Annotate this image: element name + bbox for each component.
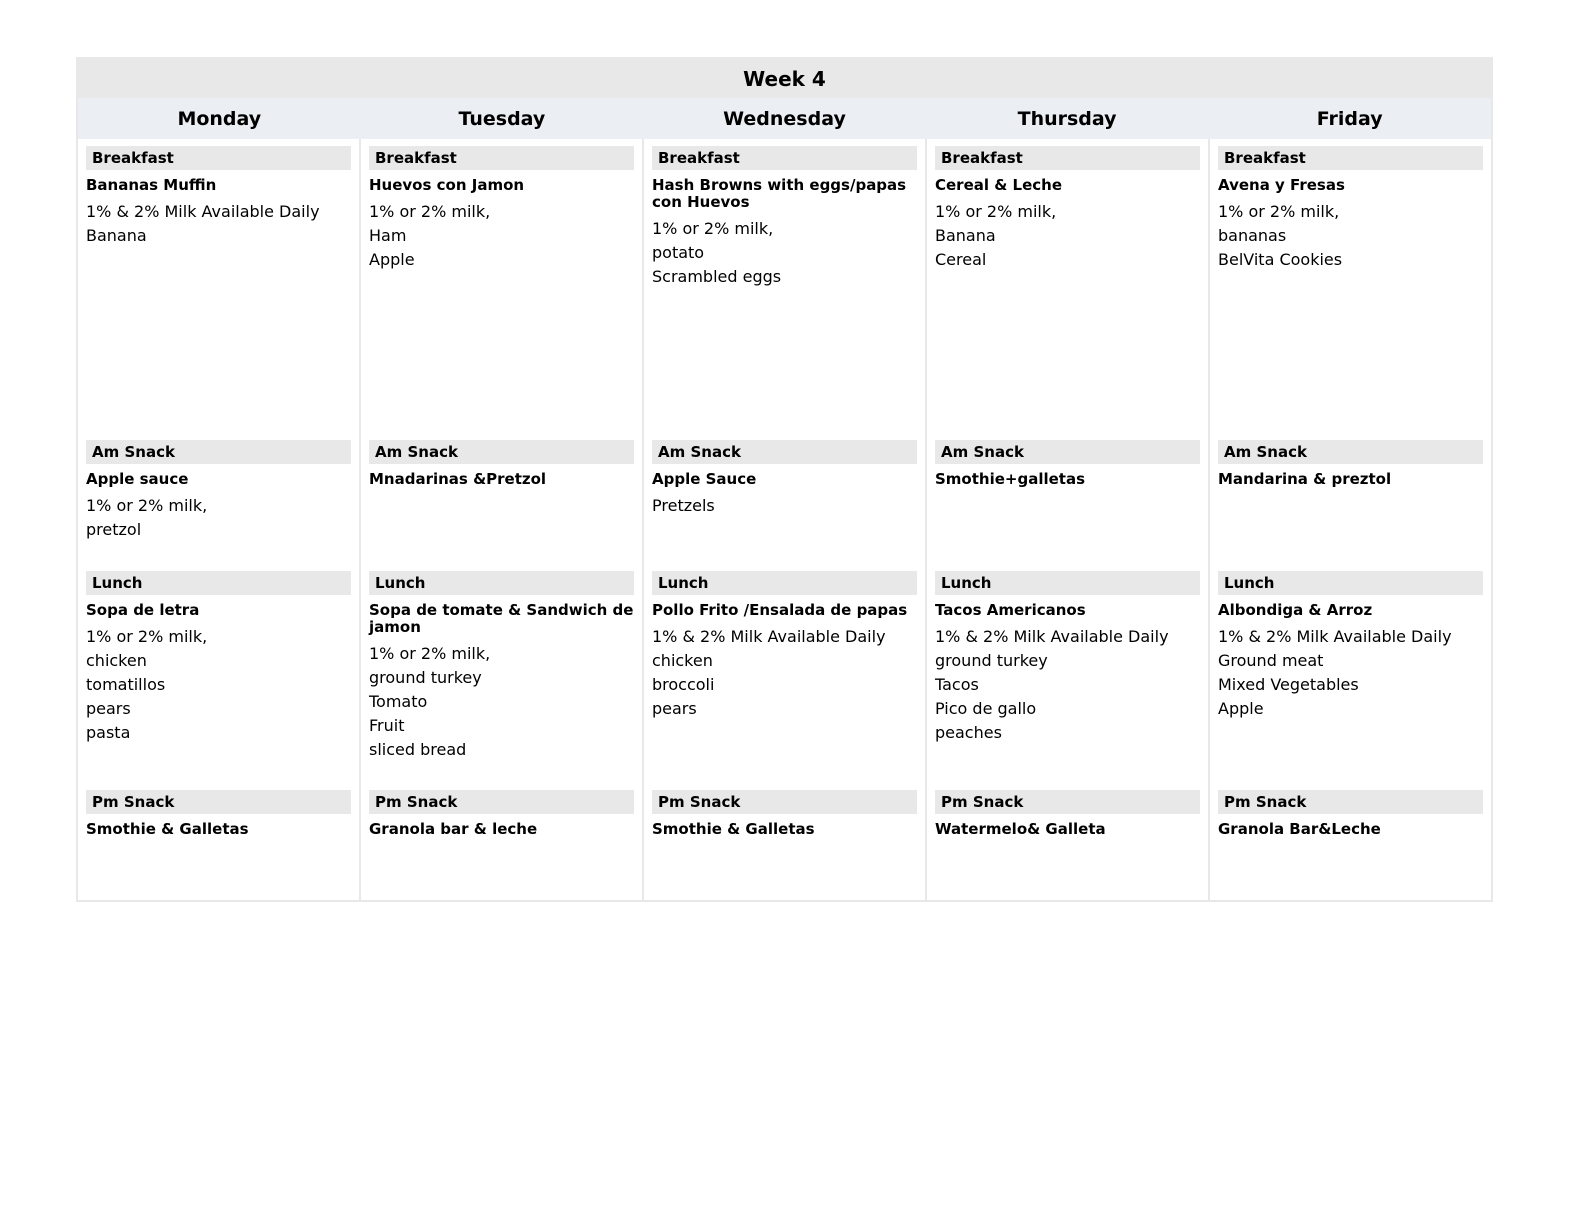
pm-snack-cell-thursday — [925, 783, 1208, 900]
pm-snack-cell-friday — [1208, 783, 1491, 900]
menu-item-list — [652, 217, 917, 289]
menu-item: pears — [652, 699, 697, 718]
menu-item: Ground meat — [1218, 651, 1324, 670]
breakfast-cell-monday — [78, 139, 359, 433]
menu-item: tomatillos — [86, 675, 166, 694]
day-header-row — [78, 98, 1491, 139]
menu-item: pasta — [86, 723, 131, 742]
menu-item-list — [369, 200, 634, 272]
meal-label: Breakfast — [1218, 146, 1483, 170]
dish-name: Granola bar & leche — [369, 820, 538, 838]
meal-label: Pm Snack — [1218, 790, 1483, 814]
meal-label: Am Snack — [1218, 440, 1483, 464]
menu-item: Pico de gallo — [935, 699, 1037, 718]
menu-item-list — [1218, 200, 1483, 272]
dish-name: Smothie & Galletas — [86, 820, 249, 838]
menu-item: pretzol — [86, 520, 142, 539]
week-title: Week 4 — [78, 59, 1491, 98]
menu-item-list — [652, 625, 917, 721]
menu-item-list — [935, 625, 1200, 745]
breakfast-cell-wednesday — [642, 139, 925, 433]
lunch-cell-tuesday — [359, 564, 642, 783]
am-snack-cell-wednesday — [642, 433, 925, 564]
dish-name: Mandarina & preztol — [1218, 470, 1392, 488]
weekly-menu-table — [76, 57, 1493, 902]
meal-label: Breakfast — [369, 146, 634, 170]
lunch-cell-friday — [1208, 564, 1491, 783]
menu-item: 1% & 2% Milk Available Daily — [1218, 627, 1452, 646]
dish-name: Apple Sauce — [652, 470, 757, 488]
breakfast-cell-friday — [1208, 139, 1491, 433]
dish-name: Sopa de tomate & Sandwich de jamon — [369, 601, 634, 636]
menu-item: chicken — [86, 651, 147, 670]
menu-item: ground turkey — [369, 668, 482, 687]
menu-item: potato — [652, 243, 705, 262]
meal-label: Am Snack — [652, 440, 917, 464]
dish-name: Huevos con Jamon — [369, 176, 525, 194]
meal-label: Am Snack — [369, 440, 634, 464]
menu-item: Tomato — [369, 692, 428, 711]
breakfast-row — [78, 139, 1491, 433]
meal-label: Breakfast — [935, 146, 1200, 170]
meal-label: Am Snack — [935, 440, 1200, 464]
lunch-row — [78, 564, 1491, 783]
menu-item: Mixed Vegetables — [1218, 675, 1359, 694]
meal-label: Breakfast — [86, 146, 351, 170]
dish-name: Hash Browns with eggs/papas con Huevos — [652, 176, 907, 211]
menu-item: 1% & 2% Milk Available Daily — [652, 627, 886, 646]
menu-item: 1% or 2% milk, — [86, 496, 208, 515]
am-snack-cell-thursday — [925, 433, 1208, 564]
menu-item: sliced bread — [369, 740, 467, 759]
menu-item-list — [86, 625, 351, 745]
menu-item: Banana — [935, 226, 996, 245]
menu-item: Apple — [1218, 699, 1264, 718]
pm-snack-cell-monday — [78, 783, 359, 900]
meal-label: Lunch — [652, 571, 917, 595]
pm-snack-cell-tuesday — [359, 783, 642, 900]
meal-label: Lunch — [935, 571, 1200, 595]
lunch-cell-wednesday — [642, 564, 925, 783]
menu-item: Banana — [86, 226, 147, 245]
menu-item: chicken — [652, 651, 713, 670]
menu-item-list — [369, 642, 634, 762]
day-header-tuesday: Tuesday — [458, 107, 546, 130]
menu-item-list — [86, 494, 351, 542]
menu-item-list — [935, 200, 1200, 272]
dish-name: Granola Bar&Leche — [1218, 820, 1381, 838]
meal-label: Breakfast — [652, 146, 917, 170]
menu-item: Apple — [369, 250, 415, 269]
am-snack-cell-tuesday — [359, 433, 642, 564]
menu-item: ground turkey — [935, 651, 1048, 670]
menu-item-list — [1218, 625, 1483, 721]
menu-item: peaches — [935, 723, 1002, 742]
dish-name: Smothie+galletas — [935, 470, 1086, 488]
dish-name: Watermelo& Galleta — [935, 820, 1106, 838]
menu-item: Scrambled eggs — [652, 267, 782, 286]
menu-item: bananas — [1218, 226, 1287, 245]
menu-item: 1% & 2% Milk Available Daily — [935, 627, 1169, 646]
dish-name: Apple sauce — [86, 470, 189, 488]
menu-item: Tacos — [935, 675, 979, 694]
menu-item-list — [652, 494, 917, 518]
breakfast-cell-thursday — [925, 139, 1208, 433]
day-header-friday: Friday — [1316, 107, 1383, 130]
day-header-monday: Monday — [177, 107, 262, 130]
menu-item: Fruit — [369, 716, 405, 735]
menu-item: Ham — [369, 226, 407, 245]
dish-name: Cereal & Leche — [935, 176, 1063, 194]
menu-item: Pretzels — [652, 496, 715, 515]
menu-item-list — [86, 200, 351, 248]
menu-item: 1% or 2% milk, — [1218, 202, 1340, 221]
dish-name: Tacos Americanos — [935, 601, 1086, 619]
meal-label: Lunch — [1218, 571, 1483, 595]
lunch-cell-thursday — [925, 564, 1208, 783]
menu-item: 1% or 2% milk, — [652, 219, 774, 238]
menu-item: 1% or 2% milk, — [369, 644, 491, 663]
pm-snack-row — [78, 783, 1491, 900]
meal-label: Pm Snack — [369, 790, 634, 814]
menu-item: 1% or 2% milk, — [935, 202, 1057, 221]
am-snack-cell-friday — [1208, 433, 1491, 564]
menu-item: pears — [86, 699, 131, 718]
day-header-thursday: Thursday — [1017, 107, 1117, 130]
dish-name: Bananas Muffin — [86, 176, 217, 194]
breakfast-cell-tuesday — [359, 139, 642, 433]
menu-item: 1% or 2% milk, — [369, 202, 491, 221]
menu-item: Cereal — [935, 250, 987, 269]
day-header-wednesday: Wednesday — [723, 107, 846, 130]
dish-name: Sopa de letra — [86, 601, 200, 619]
meal-label: Pm Snack — [935, 790, 1200, 814]
meal-label: Pm Snack — [86, 790, 351, 814]
am-snack-row — [78, 433, 1491, 564]
meal-label: Lunch — [86, 571, 351, 595]
dish-name: Albondiga & Arroz — [1218, 601, 1373, 619]
dish-name: Smothie & Galletas — [652, 820, 815, 838]
lunch-cell-monday — [78, 564, 359, 783]
am-snack-cell-monday — [78, 433, 359, 564]
dish-name: Avena y Fresas — [1218, 176, 1345, 194]
menu-item: 1% or 2% milk, — [86, 627, 208, 646]
menu-item: BelVita Cookies — [1218, 250, 1343, 269]
pm-snack-cell-wednesday — [642, 783, 925, 900]
menu-item: 1% & 2% Milk Available Daily — [86, 202, 320, 221]
meal-label: Am Snack — [86, 440, 351, 464]
meal-label: Lunch — [369, 571, 634, 595]
dish-name: Mnadarinas &Pretzol — [369, 470, 547, 488]
meal-label: Pm Snack — [652, 790, 917, 814]
dish-name: Pollo Frito /Ensalada de papas — [652, 601, 908, 619]
menu-item: broccoli — [652, 675, 715, 694]
